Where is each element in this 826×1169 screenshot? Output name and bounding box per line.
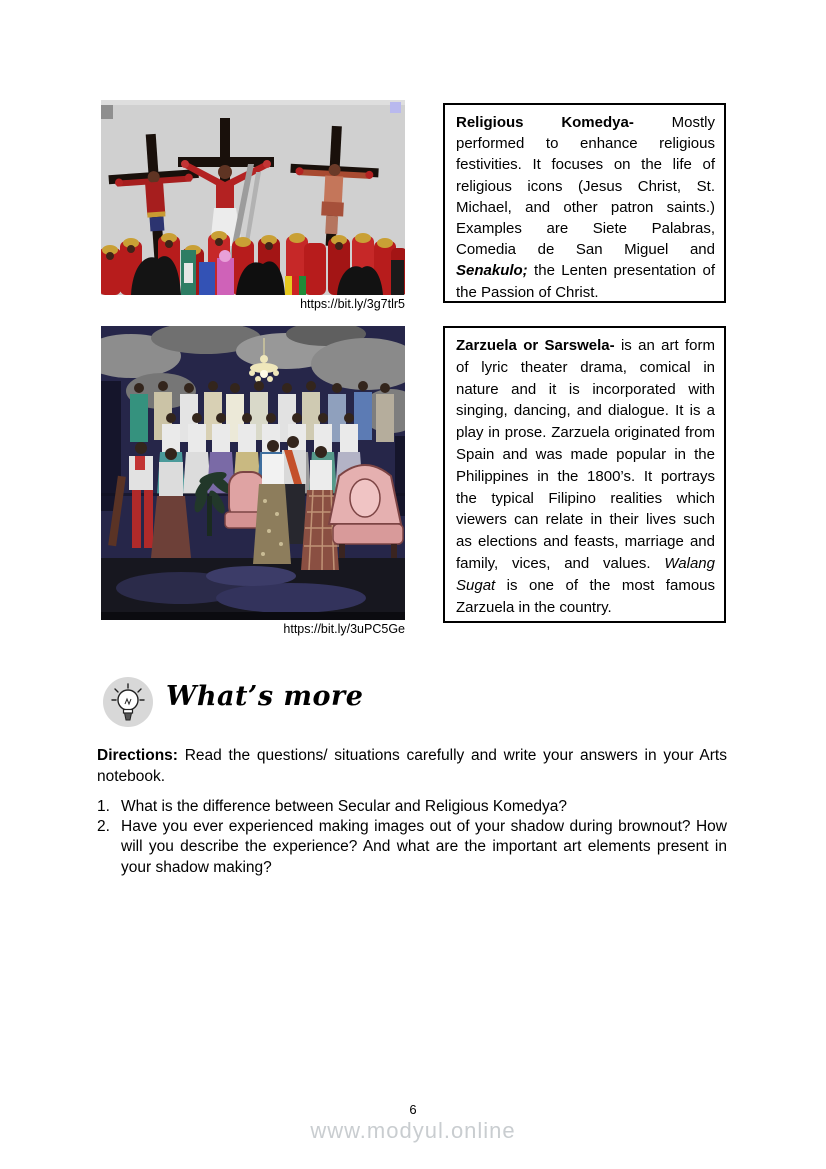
question-number: 1. xyxy=(97,798,110,815)
textbox-emphasis: Walang Sugat xyxy=(456,554,715,594)
figure-caption-url: https://bit.ly/3g7tlr5 xyxy=(300,297,405,311)
zarzuela-scene-illustration xyxy=(101,326,405,620)
directions-label: Directions: xyxy=(97,747,178,764)
senakulo-crucifixion-photo xyxy=(101,100,405,295)
figure-caption-url: https://bit.ly/3uPC5Ge xyxy=(283,622,405,636)
directions-text: Read the questions/ situations carefully and write your answers in your Arts notebook. xyxy=(97,747,727,785)
textbox-lead: Zarzuela or Sarswela- xyxy=(456,337,615,354)
question-text: What is the difference between Secular and Religious Komedya? xyxy=(121,798,568,815)
lightbulb-icon xyxy=(103,677,153,727)
textbox-body: the Lenten presentation of the Passion of Christ. xyxy=(456,262,715,301)
religious-komedya-textbox xyxy=(443,103,726,303)
zarzuela-stage-photo xyxy=(101,326,405,620)
question-text: Have you ever experienced making images out of your shadow during brownout? How will you describe the experience? And what are the important art elements present in your shadow making? xyxy=(121,818,727,876)
question-list xyxy=(97,797,727,878)
directions-paragraph xyxy=(97,745,727,787)
zarzuela-textbox xyxy=(443,326,726,623)
textbox-body: Mostly performed to enhance religious festivities. It focuses on the life of religious icons (Jesus Christ, St. Michael, and other patron saints.) Examples are Siete Palabras, Comedia de San Miguel and xyxy=(456,114,715,259)
crucifixion-scene-illustration xyxy=(101,100,405,295)
question-item xyxy=(97,797,727,817)
page-number: 6 xyxy=(409,1102,417,1117)
watermark: www.modyul.online xyxy=(310,1118,516,1143)
textbox-body: is an art form of lyric theater drama, comical in nature and it is incorporated with singing, dancing, and dialogue. It is a play in prose. Zarzuela originated from Spain and was made popular in the Philippines in the 1800’s. It portrays the typical Filipino realities which viewers can relate in their lives such as elections and feasts, marriage and family, vices, and values. xyxy=(456,337,715,572)
textbox-lead: Religious Komedya- xyxy=(456,114,634,131)
textbox-emphasis: Senakulo; xyxy=(456,262,528,280)
textbox-body: is one of the most famous Zarzuela in the country. xyxy=(456,576,715,616)
question-item xyxy=(97,817,727,878)
question-number: 2. xyxy=(97,818,110,836)
section-heading: What’s more xyxy=(166,681,364,712)
